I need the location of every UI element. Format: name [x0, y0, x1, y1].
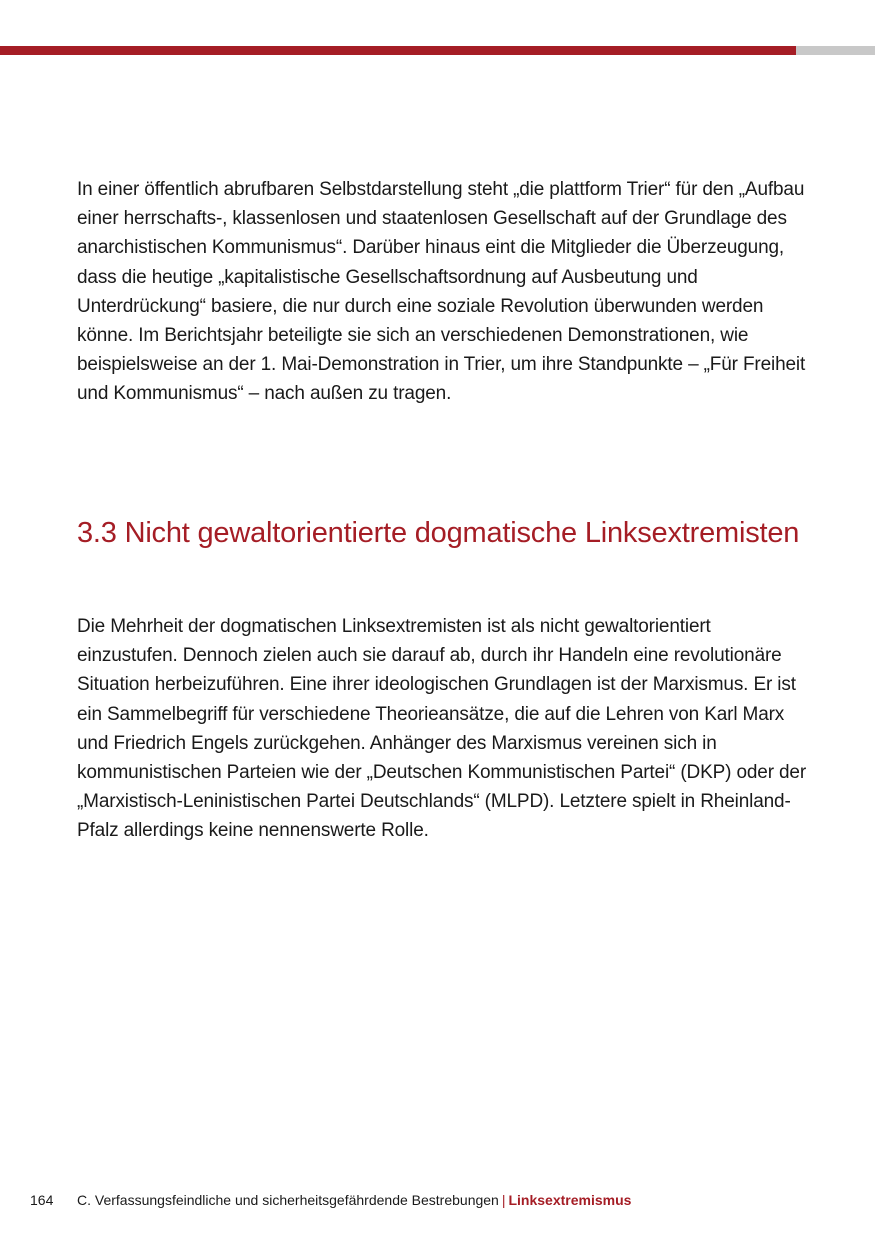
- section-heading: 3.3 Nicht gewaltorientierte dogmatische Linksextremisten: [77, 517, 800, 549]
- page-footer: [30, 1190, 850, 1210]
- body-paragraph-1: In einer öffentlich abrufbaren Selbstdarstellung steht „die plattform Trier“ für den „Aufbau einer herrschafts-, klassenlosen und staatenlosen Gesellschaft auf der Grundlage des anarchistischen Kommunismus“. Darüber hinaus eint die Mitglieder die Überzeugung, dass die heutige „kapitalistische Gesellschaftsordnung auf Ausbeutung und Unterdrückung“ basiere, die nur durch eine soziale Revolution überwunden werden könne. Im Berichtsjahr beteiligte sie sich an verschiedenen Demonstrationen, wie beispielsweise an der 1. Mai-Demonstration in Trier, um ihre Standpunkte – „Für Freiheit und Kommunismus“ – nach außen zu tragen.: [77, 179, 806, 405]
- footer-chapter: C. Verfassungsfeindliche und sicherheitsgefährdende Bestrebungen: [77, 1192, 499, 1208]
- footer-section: Linksextremismus: [508, 1192, 632, 1208]
- footer-separator: |: [501, 1192, 506, 1208]
- top-accent-bar: [0, 46, 796, 55]
- top-grey-bar: [796, 46, 875, 55]
- body-paragraph-2: Die Mehrheit der dogmatischen Linksextremisten ist als nicht gewaltorientiert einzustufen. Dennoch zielen auch sie darauf ab, durch ihr Handeln eine revolutionäre Situation herbeizuführen. Eine ihrer ideologischen Grundlagen ist der Marxismus. Er ist ein Sammelbegriff für verschiedene Theorieansätze, die auf die Lehren von Karl Marx und Friedrich Engels zurückgehen. Anhänger des Marxismus vereinen sich in kommunistischen Parteien wie der „Deutschen Kommunistischen Partei“ (DKP) oder der „Marxistisch-Leninistischen Partei Deutschlands“ (MLPD). Letztere spielt in Rheinland-Pfalz allerdings keine nennenswerte Rolle.: [77, 616, 807, 842]
- page-number: 164: [30, 1192, 54, 1208]
